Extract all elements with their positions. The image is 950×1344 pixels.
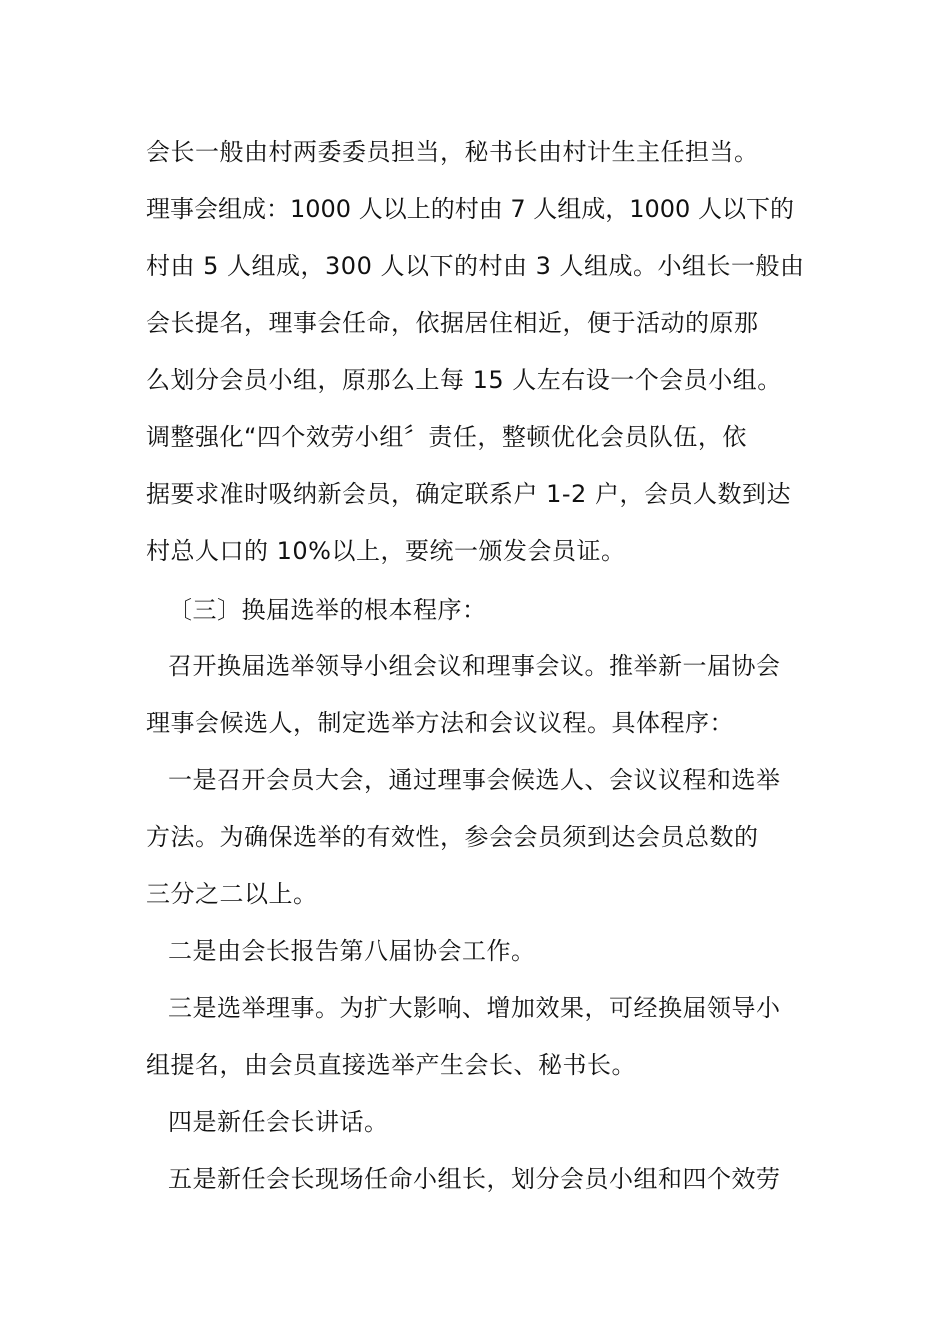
paragraph-line: 方法。为确保选举的有效性，参会会员须到达会员总数的 [146,823,759,851]
paragraph-line: 三是选举理事。为扩大影响、增加效果，可经换届领导小 [168,994,781,1022]
paragraph-line: 五是新任会长现场任命小组长，划分会员小组和四个效劳 [168,1165,781,1193]
paragraph-line: 组提名，由会员直接选举产生会长、秘书长。 [146,1051,636,1079]
section-heading: 〔三〕换届选举的根本程序： [168,596,487,624]
paragraph-line: 三分之二以上。 [146,880,318,908]
paragraph-line: 二是由会长报告第八届协会工作。 [168,937,536,965]
paragraph-line: 一是召开会员大会，通过理事会候选人、会议议程和选举 [168,766,781,794]
paragraph-line: 召开换届选举领导小组会议和理事会议。推举新一届协会 [168,652,781,680]
paragraph-line: 理事会候选人，制定选举方法和会议议程。具体程序： [146,709,734,737]
paragraph-line: 村由 5 人组成，300 人以下的村由 3 人组成。小组长一般由 [146,252,805,280]
paragraph-line: 么划分会员小组，原那么上每 15 人左右设一个会员小组。 [146,366,782,394]
paragraph-line: 据要求准时吸纳新会员，确定联系户 1-2 户，会员人数到达 [146,480,791,508]
paragraph-line: 会长一般由村两委委员担当，秘书长由村计生主任担当。 [146,138,759,166]
paragraph-line: 调整强化“四个效劳小组〞责任，整顿优化会员队伍，依 [146,423,747,451]
paragraph-line: 理事会组成：1000 人以上的村由 7 人组成，1000 人以下的 [146,195,794,223]
paragraph-line: 会长提名，理事会任命，依据居住相近，便于活动的原那 [146,309,759,337]
paragraph-line: 四是新任会长讲话。 [168,1108,389,1136]
paragraph-line: 村总人口的 10%以上，要统一颁发会员证。 [146,537,626,565]
